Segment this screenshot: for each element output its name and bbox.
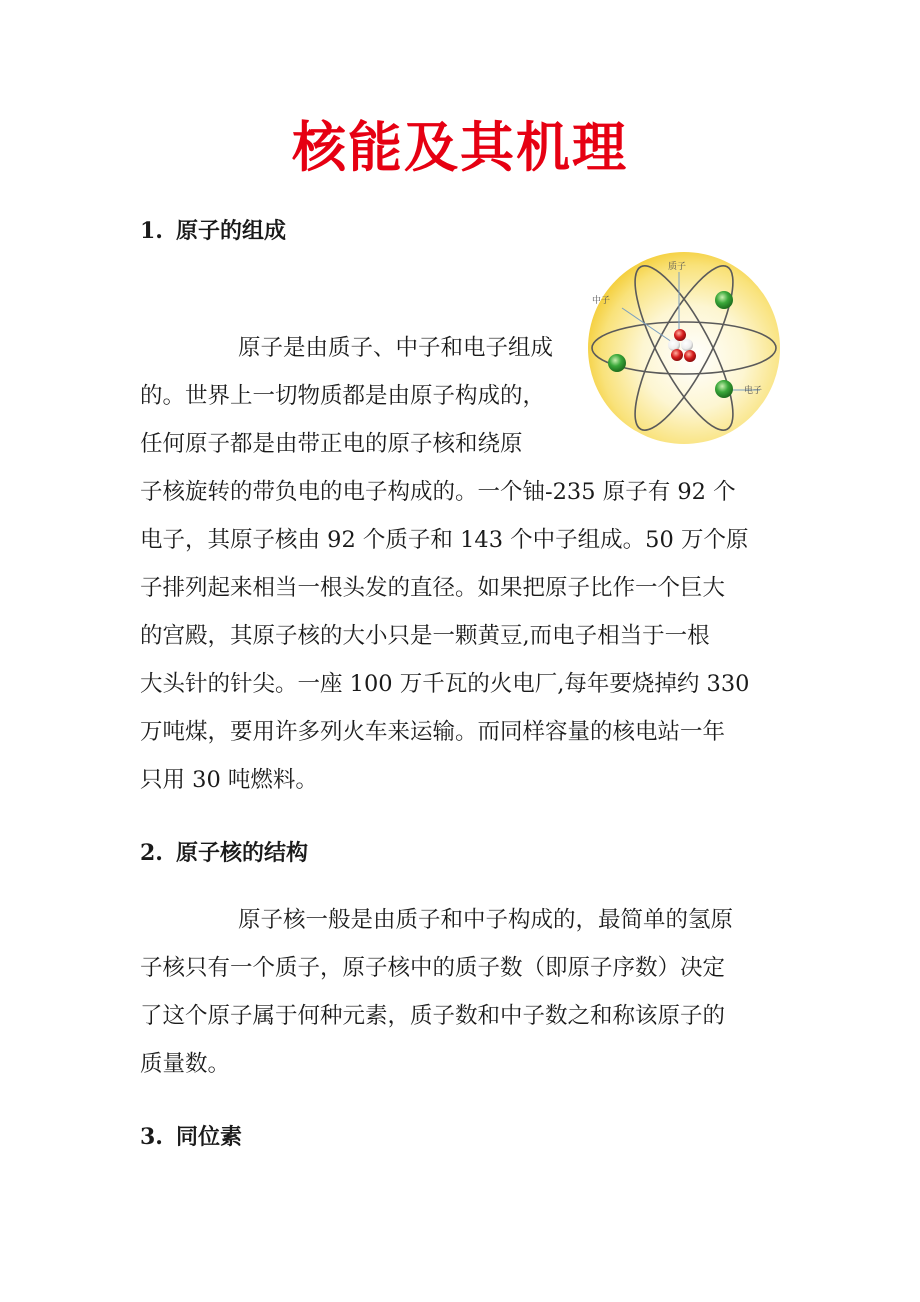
paragraph-line: 子核旋转的带负电的电子构成的。一个铀-235 原子有 92 个: [140, 479, 736, 505]
section-number: 1.: [140, 218, 163, 244]
section-number: 2.: [140, 840, 163, 866]
electron-ball: [715, 291, 733, 309]
paragraph-line: 子核只有一个质子，原子核中的质子数（即原子序数）决定: [140, 955, 726, 981]
atom-illustration: [584, 250, 784, 446]
label-neutron: 中子: [592, 296, 611, 306]
paragraph-line: 质量数。: [140, 1051, 231, 1077]
proton-ball: [684, 350, 696, 362]
paragraph-line: 原子是由质子、中子和电子组成: [238, 335, 554, 361]
paragraph-line: 了这个原子属于何种元素，质子数和中子数之和称该原子的: [140, 1003, 726, 1029]
electron-ball: [715, 380, 733, 398]
electron-ball: [608, 354, 626, 372]
paragraph-line: 的宫殿，其原子核的大小只是一颗黄豆,而电子相当于一根: [140, 623, 710, 649]
paragraph-line: 万吨煤，要用许多列火车来运输。而同样容量的核电站一年: [140, 719, 726, 745]
section-heading-2: [140, 838, 308, 869]
section-title: 原子核的结构: [176, 841, 309, 866]
atom-diagram: [584, 250, 784, 446]
section-1-paragraph-wrapped: [140, 324, 580, 468]
section-number: 3.: [140, 1124, 163, 1150]
paragraph-line: 子排列起来相当一根头发的直径。如果把原子比作一个巨大: [140, 575, 726, 601]
section-1-paragraph: [140, 468, 782, 804]
proton-ball: [671, 349, 683, 361]
section-heading-3: [140, 1122, 242, 1153]
paragraph-line: 电子，其原子核由 92 个质子和 143 个中子组成。50 万个原: [140, 527, 749, 553]
paragraph-line: 原子核一般是由质子和中子构成的，最简单的氢原: [238, 907, 734, 933]
label-proton: 质子: [668, 262, 687, 272]
proton-ball: [674, 329, 686, 341]
paragraph-line: 任何原子都是由带正电的原子核和绕原: [140, 431, 523, 457]
label-electron: 电子: [744, 386, 763, 396]
section-title: 原子的组成: [176, 219, 287, 244]
section-2-paragraph: [140, 896, 782, 1088]
section-title: 同位素: [176, 1125, 243, 1150]
paragraph-line: 的。世界上一切物质都是由原子构成的，: [140, 383, 546, 409]
neutron-ball: [681, 339, 693, 351]
document-title: 核能及其机理: [292, 116, 628, 179]
paragraph-line: 大头针的针尖。一座 100 万千瓦的火电厂,每年要烧掉约 330: [140, 671, 750, 697]
paragraph-line: 只用 30 吨燃料。: [140, 767, 318, 793]
section-heading-1: [140, 216, 286, 247]
